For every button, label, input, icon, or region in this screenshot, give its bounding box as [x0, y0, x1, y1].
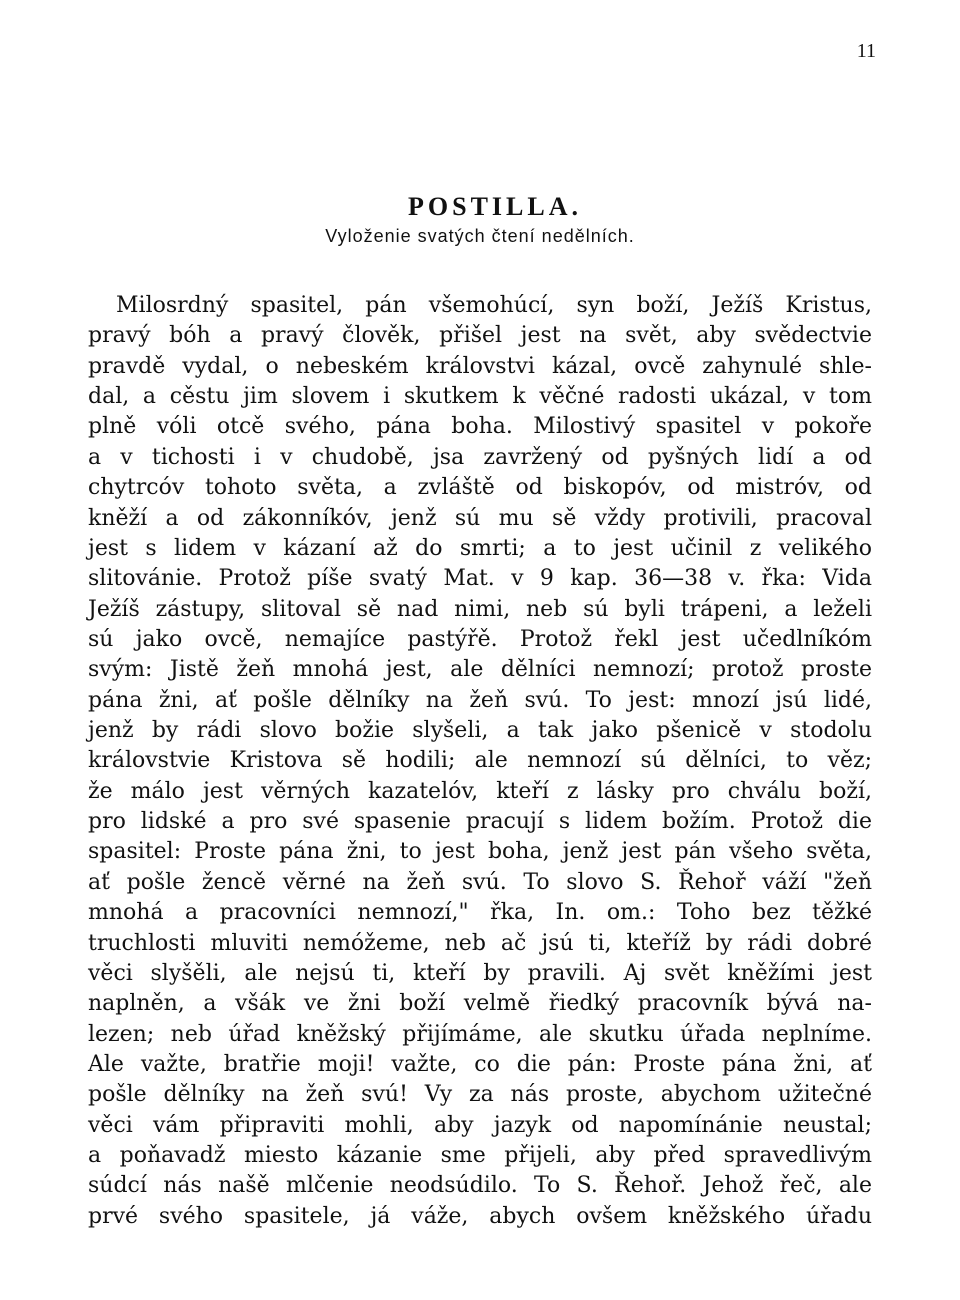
text-line: súdcí nás našě mlčenie neodsúdilo. To S. Řehoř. Jehož řeč, ale	[88, 1173, 872, 1199]
page-title: POSTILLA.	[408, 192, 582, 221]
text-line: dal, a cěstu jim slovem i skutkem k věčné radosti ukázal, v tom	[88, 384, 872, 410]
text-line: truchlosti mluviti nemóžeme, neb ač jsú ti, kteříž by rádi dobré	[88, 930, 872, 956]
text-line: ať pošle žencě věrné na žeň svú. To slovo S. Řehoř váží "žeň	[88, 869, 872, 895]
page-subtitle: Vyloženie svatých čtení nedělních.	[325, 226, 635, 246]
text-line: věci slyšěli, ale nejsú ti, kteří by pravili. Aj svět kněžími jest	[88, 960, 872, 986]
text-line: pro lidské a pro své spasenie pracují s lidem božím. Protož die	[88, 809, 872, 835]
text-line: prvé svého spasitele, já váže, abych ovšem kněžského úřadu	[88, 1203, 872, 1229]
text-line: Milosrdný spasitel, pán všemohúcí, syn boží, Ježíš Kristus,	[116, 293, 872, 318]
heading-block	[0, 192, 960, 248]
text-line: plně vóli otcě svého, pána boha. Milostivý spasitel v pokoře	[88, 414, 872, 440]
text-line: pravý bóh a pravý člověk, přišel jest na svět, aby svědectvie	[88, 323, 872, 349]
text-line: Ježíš zástupy, slitoval sě nad nimi, neb sú byli trápeni, a leželi	[88, 596, 872, 622]
body-paragraph	[88, 291, 872, 1232]
text-line: pána žni, ať pošle dělníky na žeň svú. To jest: mnozí jsú lidé,	[88, 687, 872, 713]
text-line: spasitel: Proste pána žni, to jest boha, jenž jest pán všeho světa,	[88, 839, 872, 865]
text-line: jenž by rádi slovo božie slyšeli, a tak jako pšenicě v stodolu	[88, 718, 872, 744]
text-line: svým: Jistě žeň mnohá jest, ale dělníci nemnozí; protož proste	[88, 657, 872, 683]
text-line: pravdě vydal, o nebeském královstvi kázal, ovcě zahynulé shle-	[88, 353, 872, 379]
text-line: kněží a od zákonníkóv, jenž sú mu sě vždy protivili, pracoval	[88, 505, 872, 531]
text-line: pošle dělníky na žeň svú! Vy za nás proste, abychom užitečné	[88, 1082, 872, 1108]
page-number: 11	[856, 40, 876, 62]
text-line: chytrcóv tohoto světa, a zvláště od biskopóv, od mistróv, od	[88, 475, 872, 501]
text-line: Ale važte, bratřie moji! važte, co die pán: Proste pána žni, ať	[88, 1051, 872, 1077]
text-line: lezen; neb úřad kněžský přijímáme, ale skutku úřada neplníme.	[88, 1021, 872, 1047]
text-line: jest s lidem v kázaní až do smrti; a to jest učinil z velikého	[88, 535, 872, 561]
text-line: a v tichosti i v chudobě, jsa zavržený od pyšných lidí a od	[88, 444, 872, 470]
text-line: že málo jest věrných kazatelóv, kteří z lásky pro chválu boží,	[88, 778, 872, 804]
text-line: a poňavadž miesto kázanie sme přijeli, aby před spravedlivým	[88, 1143, 872, 1169]
text-line: sú jako ovcě, nemajíce pastýřě. Protož řekl jest učedlníkóm	[88, 626, 872, 652]
text-line: královstvie Kristova sě hodili; ale nemnozí sú dělníci, to věz;	[88, 748, 872, 774]
text-line: slitovánie. Protož píše svatý Mat. v 9 kap. 36—38 v. řka: Vida	[88, 566, 872, 592]
text-line: věci vám připraviti mohli, aby jazyk od napomínánie neustal;	[88, 1112, 872, 1138]
text-line: mnohá a pracovníci nemnozí," řka, In. om.: Toho bez těžké	[88, 900, 872, 926]
text-line: naplněn, a všák ve žni boží velmě řiedký pracovník bývá na-	[88, 991, 872, 1017]
